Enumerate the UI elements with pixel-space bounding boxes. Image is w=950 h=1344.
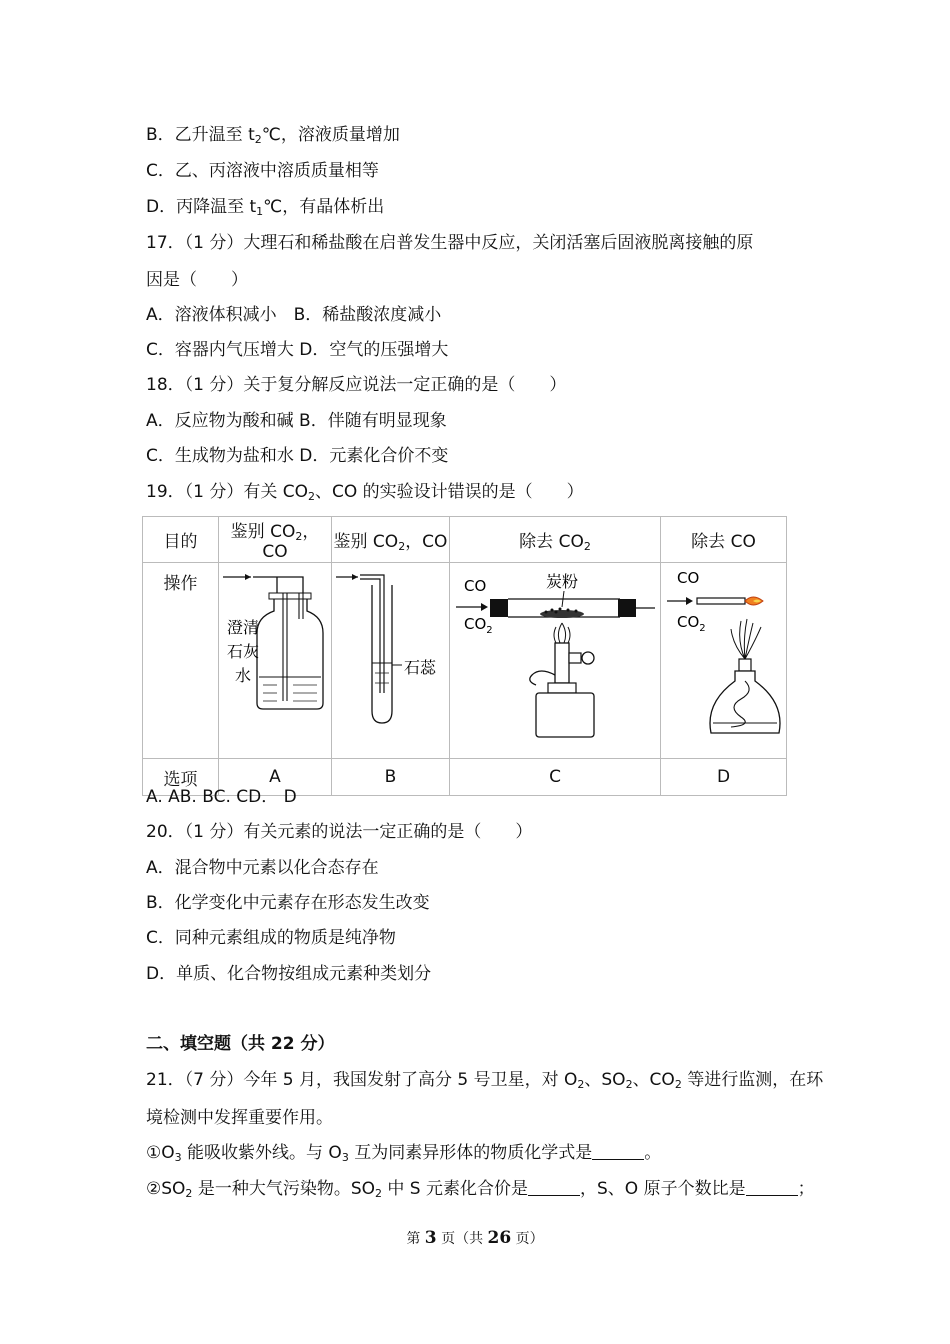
answer-blank[interactable] [528, 1179, 580, 1196]
purpose-a: 鉴别 $CO_2$，CO [219, 517, 332, 563]
apparatus-d [661, 563, 787, 759]
page-footer: 第 3 页（共 26 页） [406, 1228, 544, 1248]
q21-part2: $②SO_2$ 是一种大气污染物。$SO_2$ 中 S 元素化合价是 ，S、O 原子个数比是 ； [146, 1179, 815, 1200]
q19-stem: 19．（1 分）有关 $CO_2$、CO 的实验设计错误的是（ ） [146, 482, 584, 503]
lime-water-label-2: 石灰 [226, 642, 260, 661]
q17-stem-line1: 17．（1 分）大理石和稀盐酸在启普发生器中反应，关闭活塞后固液脱离接触的原 [146, 233, 754, 253]
litmus-label: 石蕊 [404, 658, 437, 677]
q19-experiment-table [142, 516, 787, 796]
gas-washing-bottle-diagram [219, 563, 332, 753]
option-header: 选项 [143, 759, 219, 796]
q20-option-c: C．同种元素组成的物质是纯净物 [146, 928, 396, 948]
co-label-d: CO [677, 569, 700, 587]
q17-options-ab: A．溶液体积减小 B．稀盐酸浓度减小 [146, 305, 442, 325]
option-b: B [332, 759, 450, 796]
q19-answer-options: A. AB. BC. CD． D [146, 787, 297, 807]
lime-water-label-1: 澄清 [226, 618, 260, 637]
q20-option-a: A．混合物中元素以化合态存在 [146, 858, 379, 878]
q16-option-c: C．乙、丙溶液中溶质质量相等 [146, 161, 379, 181]
purpose-b: 鉴别 $CO_2$，CO [332, 517, 450, 563]
test-tube-diagram [332, 563, 450, 753]
co-label-c: CO [464, 577, 487, 595]
carbon-powder-label: 炭粉 [545, 572, 579, 591]
q20-stem: 20．（1 分）有关元素的说法一定正确的是（ ） [146, 822, 533, 842]
q18-stem: 18．（1 分）关于复分解反应说法一定正确的是（ ） [146, 375, 567, 395]
apparatus-b [332, 563, 450, 759]
purpose-c: 除去 $CO_2$ [450, 517, 661, 563]
option-d: D [661, 759, 787, 796]
carbon-tube-heating-diagram [450, 563, 661, 753]
q17-stem-line2: 因是（ ） [146, 270, 248, 290]
q16-option-d: D．丙降温至 $t_1℃$，有晶体析出 [146, 197, 385, 218]
q17-options-cd: C．容器内气压增大 D．空气的压强增大 [146, 340, 449, 360]
alcohol-lamp-diagram [661, 563, 787, 753]
option-a: A [219, 759, 332, 796]
q21-part1: $①O_3$ 能吸收紫外线。与 $O_3$ 互为同素异形体的物质化学式是 。 [146, 1143, 662, 1164]
q21-stem-line2: 境检测中发挥重要作用。 [146, 1108, 333, 1128]
answer-blank[interactable] [592, 1143, 644, 1160]
purpose-d: 除去 CO [661, 517, 787, 563]
q20-option-d: D．单质、化合物按组成元素种类划分 [146, 964, 432, 984]
apparatus-a [219, 563, 332, 759]
q21-stem-line1: 21．（7 分）今年 5 月，我国发射了高分 5 号卫星，对 $O_2$、$SO_2$、$CO_2$ 等进行监测，在环 [146, 1070, 824, 1091]
co2-label-c: $CO_2$ [464, 615, 493, 636]
operation-header: 操作 [143, 563, 219, 759]
q16-option-b: B．乙升温至 $t_2℃$，溶液质量增加 [146, 125, 400, 146]
apparatus-c [450, 563, 661, 759]
answer-blank[interactable] [746, 1179, 798, 1196]
option-c: C [450, 759, 661, 796]
purpose-header: 目的 [143, 517, 219, 563]
section-title: 二、填空题（共 22 分） [146, 1034, 335, 1054]
lime-water-label-3: 水 [234, 666, 252, 685]
q20-option-b: B．化学变化中元素存在形态发生改变 [146, 893, 430, 913]
q18-options-ab: A．反应物为酸和碱 B．伴随有明显现象 [146, 411, 447, 431]
co2-label-d: $CO_2$ [677, 613, 706, 634]
q18-options-cd: C．生成物为盐和水 D．元素化合价不变 [146, 446, 449, 466]
